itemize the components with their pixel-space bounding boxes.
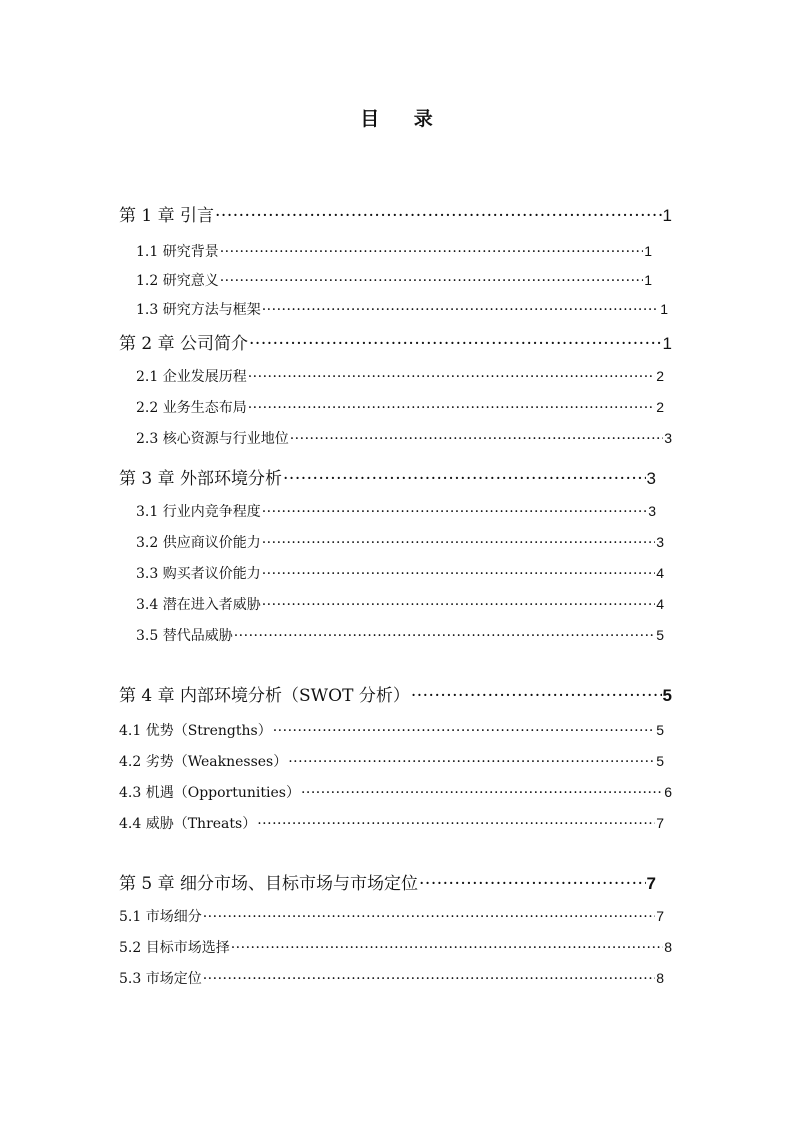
toc-leader	[248, 369, 655, 385]
toc-section-2-1[interactable]	[136, 366, 664, 388]
toc-label: 第 5 章 细分市场、目标市场与市场定位	[119, 874, 419, 894]
toc-page-number: 8	[664, 939, 672, 955]
toc-leader	[262, 535, 655, 551]
toc-page-number: 4	[656, 565, 664, 581]
toc-section-1-1[interactable]	[136, 241, 652, 263]
toc-section-4-2[interactable]	[119, 751, 664, 773]
toc-page-number: 7	[646, 874, 656, 893]
toc-leader	[220, 244, 643, 260]
toc-page-number: 5	[656, 753, 664, 769]
toc-label: 1.2 研究意义	[136, 273, 219, 289]
toc-section-2-3[interactable]	[136, 428, 672, 450]
toc-leader	[215, 206, 662, 226]
toc-section-3-3[interactable]	[136, 563, 664, 585]
toc-leader	[231, 940, 663, 956]
toc-page-number: 3	[656, 534, 664, 550]
toc-page-number: 6	[664, 784, 672, 800]
toc-leader	[288, 754, 655, 770]
toc-label: 4.1 优势（Strengths）	[119, 723, 272, 739]
toc-label: 3.3 购买者议价能力	[136, 566, 261, 582]
toc-leader	[273, 723, 655, 739]
toc-leader	[262, 566, 655, 582]
toc-page-number: 8	[656, 970, 664, 986]
toc-chapter-5[interactable]	[119, 869, 656, 894]
toc-label: 2.2 业务生态布局	[136, 400, 247, 416]
toc-section-4-4[interactable]	[119, 813, 664, 835]
toc-leader	[203, 909, 655, 925]
toc-leader	[234, 628, 655, 644]
toc-leader	[411, 686, 662, 706]
toc-leader	[419, 874, 646, 894]
toc-label: 4.2 劣势（Weaknesses）	[119, 754, 288, 770]
toc-leader	[203, 971, 655, 987]
toc-section-5-3[interactable]	[119, 968, 664, 990]
toc-leader	[262, 302, 659, 318]
toc-section-3-2[interactable]	[136, 532, 664, 554]
toc-page-number: 1	[662, 206, 672, 225]
toc-leader	[257, 816, 655, 832]
toc-label: 第 2 章 公司简介	[119, 334, 249, 354]
toc-label: 第 3 章 外部环境分析	[119, 469, 283, 489]
toc-page-number: 5	[656, 722, 664, 738]
toc-page-number: 5	[662, 686, 672, 705]
toc-section-4-3[interactable]	[119, 782, 672, 804]
toc-leader	[248, 400, 655, 416]
toc-label: 2.1 企业发展历程	[136, 369, 247, 385]
toc-label: 3.2 供应商议价能力	[136, 535, 261, 551]
toc-section-5-1[interactable]	[119, 906, 664, 928]
toc-page-number: 4	[656, 596, 664, 612]
toc-label: 1.3 研究方法与框架	[136, 302, 261, 318]
page-title: 目 录	[360, 108, 447, 130]
toc-page-number: 2	[656, 399, 664, 415]
toc-label: 5.2 目标市场选择	[119, 940, 230, 956]
toc-label: 2.3 核心资源与行业地位	[136, 431, 289, 447]
toc-label: 3.1 行业内竞争程度	[136, 504, 261, 520]
toc-page-number: 3	[664, 430, 672, 446]
toc-label: 1.1 研究背景	[136, 244, 219, 260]
toc-label: 5.3 市场定位	[119, 971, 202, 987]
toc-page-number: 1	[662, 334, 672, 353]
toc-leader	[301, 785, 663, 801]
toc-chapter-3[interactable]	[119, 464, 656, 489]
toc-section-3-5[interactable]	[136, 625, 664, 647]
toc-page-number: 3	[646, 469, 656, 488]
toc-label: 4.4 威胁（Threats）	[119, 816, 257, 832]
toc-page-number: 1	[644, 243, 652, 259]
toc-page-number: 2	[656, 368, 664, 384]
toc-label: 5.1 市场细分	[119, 909, 202, 925]
toc-section-1-2[interactable]	[136, 270, 652, 292]
toc-section-2-2[interactable]	[136, 397, 664, 419]
toc-chapter-2[interactable]	[119, 329, 672, 354]
toc-label: 第 4 章 内部环境分析（SWOT 分析）	[119, 686, 410, 706]
toc-label: 3.5 替代品威胁	[136, 628, 233, 644]
toc-leader	[283, 469, 646, 489]
toc-page-number: 3	[648, 503, 656, 519]
toc-page-number: 1	[644, 272, 652, 288]
toc-leader	[249, 334, 662, 354]
toc-section-3-1[interactable]	[136, 501, 656, 523]
toc-page-number: 5	[656, 627, 664, 643]
toc-label: 4.3 机遇（Opportunities）	[119, 785, 300, 801]
toc-page-number: 1	[660, 301, 668, 317]
toc-leader	[220, 273, 643, 289]
toc-label: 3.4 潜在进入者威胁	[136, 597, 261, 613]
toc-leader	[262, 597, 655, 613]
toc-chapter-4[interactable]	[119, 681, 672, 706]
toc-label: 第 1 章 引言	[119, 206, 215, 226]
toc-section-3-4[interactable]	[136, 594, 664, 616]
toc-section-4-1[interactable]	[119, 720, 664, 742]
toc-leader	[290, 431, 663, 447]
toc-page-number: 7	[656, 908, 664, 924]
toc-section-1-3[interactable]	[136, 299, 668, 321]
toc-leader	[262, 504, 647, 520]
toc-section-5-2[interactable]	[119, 937, 672, 959]
toc-chapter-1[interactable]	[119, 201, 672, 226]
toc-page-number: 7	[656, 815, 664, 831]
